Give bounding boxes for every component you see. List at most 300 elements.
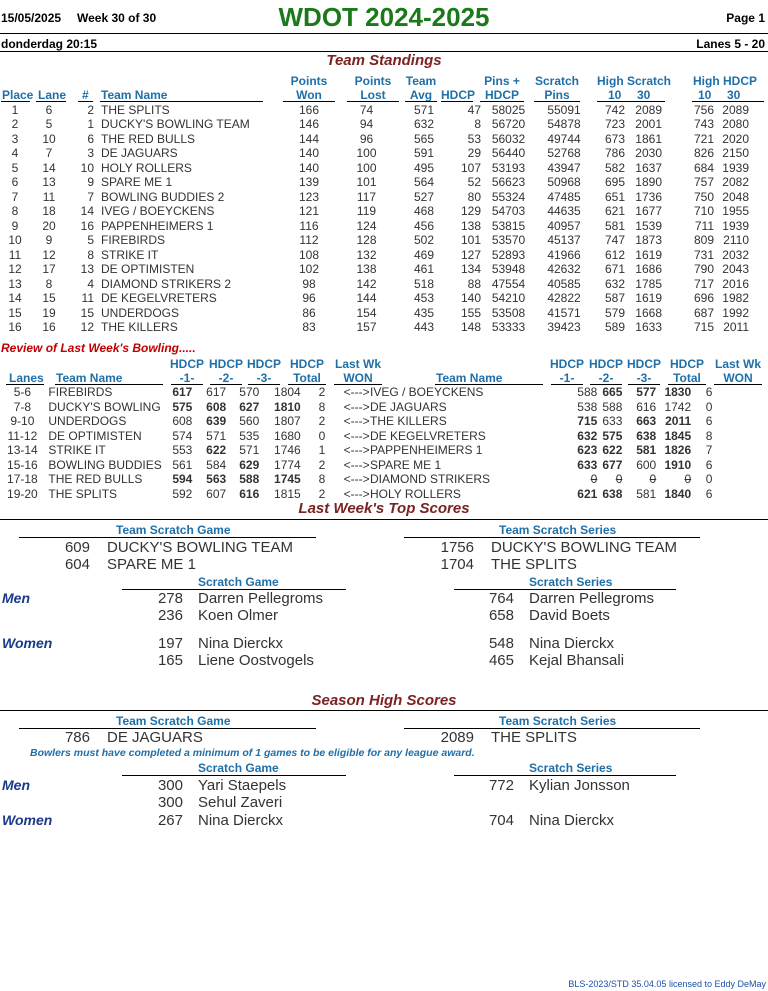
cell-team-avg: 632 (413, 117, 435, 131)
cell-scratch-pins: 40957 (547, 218, 581, 233)
cell-g3-left: 588 (239, 472, 260, 486)
cell-place: 6 (11, 175, 19, 189)
col-high-hdcp-30: 30 (727, 88, 741, 102)
cell-pins-hdcp: 53815 (491, 218, 526, 233)
cell-team-left: UNDERDOGS (48, 414, 127, 428)
cell-won-left: 1 (318, 443, 326, 457)
cell-lanes: 9-10 (10, 414, 35, 428)
cell-vs: <---> (343, 443, 370, 457)
cell-lane: 17 (42, 262, 56, 276)
report-date: 15/05/2025 (1, 11, 62, 25)
cell-points-won: 144 (298, 131, 320, 146)
cell-high-scratch-30: 1686 (635, 262, 662, 276)
cell-g1-left: 592 (172, 486, 193, 501)
standings-table (0, 103, 749, 335)
cell-high-scratch-30: 1637 (635, 160, 662, 175)
cell-place: 2 (11, 117, 19, 131)
lw-team-game-name-2: SPARE ME 1 (107, 556, 196, 573)
season-team-series-name: THE SPLITS (491, 729, 577, 746)
cell-points-lost: 117 (356, 189, 377, 204)
lw-team-series-label: Team Scratch Series (499, 523, 617, 537)
cell-lane: 8 (45, 276, 53, 291)
cell-lanes: 5-6 (13, 385, 32, 399)
cell-total-left: 1815 (274, 486, 301, 501)
season-team-game-name: DE JAGUARS (107, 729, 203, 746)
standings-row (0, 277, 749, 292)
cell-team-number: 14 (80, 204, 94, 218)
cell-g1-left: 575 (172, 399, 193, 414)
rev-col-g1-left: HDCP -1- (170, 357, 205, 385)
lw-men-game-name-2: Koen Olmer (198, 607, 279, 624)
review-table (0, 385, 768, 501)
lw-men-series-score-1: 764 (488, 590, 514, 607)
cell-points-won: 121 (298, 204, 320, 218)
cell-g1-right: 633 (577, 457, 598, 472)
cell-team-number: 4 (87, 276, 94, 291)
rev-col-team-right: Team Name (436, 371, 503, 385)
cell-team-avg: 527 (413, 189, 435, 204)
cell-points-lost: 132 (356, 247, 377, 262)
cell-total-left: 1807 (274, 414, 301, 428)
cell-g1-left: 608 (172, 414, 193, 428)
cell-total-right: 1910 (664, 457, 692, 472)
cell-high-scratch-30: 2089 (635, 102, 662, 117)
cell-points-lost: 142 (356, 276, 377, 291)
cell-high-scratch-10: 742 (604, 102, 625, 117)
last-week-rule (0, 519, 768, 520)
cell-g3-right: 581 (636, 443, 657, 457)
cell-pins-hdcp: 55324 (491, 189, 526, 204)
cell-high-hdcp-30: 2016 (722, 276, 749, 291)
lw-team-series-score-1: 1756 (440, 539, 474, 556)
cell-place: 11 (8, 247, 22, 262)
cell-team-number: 13 (80, 262, 94, 276)
rev-col-team-left: Team Name (56, 371, 123, 385)
cell-hdcp: 47 (467, 102, 481, 117)
cell-team-avg: 461 (413, 262, 435, 276)
cell-team-name: THE KILLERS (101, 320, 178, 334)
cell-won-left: 0 (318, 428, 326, 443)
standings-title: Team Standings (326, 52, 442, 69)
cell-high-hdcp-30: 2110 (723, 233, 749, 247)
season-women-series-name-1: Nina Dierckx (529, 812, 615, 829)
cell-high-scratch-10: 612 (604, 247, 625, 262)
cell-points-lost: 74 (359, 102, 374, 117)
cell-team-right: DIAMOND STRIKERS (370, 472, 491, 486)
lw-team-game-score-2: 604 (64, 556, 90, 573)
cell-won-right: 0 (705, 399, 713, 414)
cell-lanes: 7-8 (13, 399, 32, 414)
cell-hdcp: 8 (474, 117, 481, 131)
cell-team-right: THE KILLERS (370, 414, 447, 428)
cell-team-avg: 453 (413, 291, 435, 305)
cell-team-left: STRIKE IT (48, 443, 106, 457)
rev-col-g3-right: HDCP -3- (627, 357, 662, 385)
lw-scratch-game-label: Scratch Game (198, 575, 279, 589)
cell-team-left: DE OPTIMISTEN (48, 428, 142, 443)
col-high-scratch: High Scratch (597, 74, 672, 88)
cell-high-scratch-10: 632 (604, 276, 625, 291)
cell-team-name: BOWLING BUDDIES 2 (101, 189, 225, 204)
cell-high-scratch-30: 1677 (635, 204, 662, 218)
cell-won-right: 8 (705, 428, 713, 443)
cell-team-left: FIREBIRDS (48, 385, 113, 399)
season-men-game-name-2: Sehul Zaveri (198, 794, 283, 811)
cell-spacer (94, 262, 101, 277)
cell-high-scratch-30: 1873 (635, 233, 662, 247)
cell-lane: 16 (42, 320, 56, 334)
cell-vs: <---> (343, 414, 370, 428)
day-time: donderdag 20:15 (1, 37, 98, 51)
cell-team-avg: 456 (413, 218, 435, 233)
cell-high-scratch-10: 579 (604, 305, 625, 320)
cell-won-left: 2 (318, 486, 326, 501)
cell-high-scratch-30: 1619 (635, 291, 662, 305)
cell-place: 9 (11, 218, 19, 233)
cell-hdcp: 52 (467, 175, 481, 189)
col-scratch-pins: Scratch Pins (534, 74, 580, 102)
cell-hdcp: 107 (460, 160, 481, 175)
cell-scratch-pins: 41966 (547, 247, 581, 262)
last-week-title: Last Week's Top Scores (298, 500, 470, 517)
season-scratch-game-label: Scratch Game (198, 761, 279, 775)
cell-high-scratch-30: 1668 (635, 305, 662, 320)
cell-total-left: 1804 (274, 385, 301, 399)
col-high-scratch-10: 10 (608, 88, 622, 102)
cell-vs: <---> (343, 486, 370, 501)
cell-hdcp: 140 (460, 291, 481, 305)
week-label: Week 30 of 30 (77, 11, 157, 25)
cell-team-name: HOLY ROLLERS (101, 160, 192, 175)
cell-spacer (94, 248, 101, 263)
lw-women-game-score-2: 165 (157, 652, 183, 669)
cell-won-right: 7 (705, 443, 713, 457)
cell-lane: 9 (45, 233, 53, 247)
cell-points-won: 98 (302, 276, 316, 291)
season-men-label: Men (2, 777, 30, 793)
cell-team-number: 1 (87, 117, 94, 131)
cell-g3-left: 616 (239, 486, 260, 501)
review-title: Review of Last Week's Bowling..... (1, 341, 196, 355)
cell-g2-right: 0 (615, 472, 623, 486)
col-high-hdcp: High HDCP (693, 74, 757, 88)
cell-g2-right: 575 (602, 428, 623, 443)
lw-team-game-label: Team Scratch Game (116, 523, 231, 537)
cell-g1-right: 715 (577, 414, 598, 428)
cell-g2-left: 563 (206, 472, 227, 486)
rev-col-g2-left: HDCP -2- (209, 357, 244, 385)
cell-g2-right: 588 (602, 399, 623, 414)
cell-place: 10 (8, 233, 22, 247)
rev-col-lanes: Lanes (9, 371, 44, 385)
rev-col-won-left: Last Wk WON (334, 357, 381, 385)
cell-total-right: 1742 (664, 399, 692, 414)
cell-points-won: 102 (298, 262, 320, 276)
cell-vs: <---> (343, 472, 370, 486)
season-women-series-score-1: 704 (488, 812, 514, 829)
cell-team-left: DUCKY'S BOWLING (48, 399, 161, 414)
cell-total-left: 1810 (274, 399, 301, 414)
cell-g3-left: 629 (239, 457, 260, 472)
cell-high-hdcp-10: 717 (693, 276, 714, 291)
cell-points-won: 86 (302, 305, 316, 320)
review-row (0, 472, 768, 487)
cell-pins-hdcp: 47554 (491, 276, 526, 291)
cell-g3-right: 663 (636, 414, 657, 428)
cell-hdcp: 29 (467, 146, 481, 160)
cell-place: 15 (8, 305, 22, 320)
cell-place: 8 (11, 204, 19, 218)
cell-points-lost: 128 (356, 233, 377, 247)
cell-high-hdcp-10: 731 (693, 247, 714, 262)
standings-row (0, 132, 749, 147)
cell-g1-left: 617 (172, 385, 193, 399)
cell-hdcp: 101 (460, 233, 481, 247)
cell-pins-hdcp: 56440 (491, 146, 526, 160)
cell-team-number: 5 (87, 233, 94, 247)
col-num: # (82, 88, 89, 102)
cell-team-left: THE RED BULLS (48, 472, 143, 486)
cell-g1-left: 561 (172, 457, 193, 472)
cell-high-scratch-30: 1736 (635, 189, 662, 204)
cell-team-avg: 571 (413, 102, 435, 117)
cell-team-right: DE KEGELVRETERS (370, 428, 486, 443)
cell-high-hdcp-10: 684 (693, 160, 714, 175)
cell-scratch-pins: 41571 (547, 305, 581, 320)
cell-team-name: DE OPTIMISTEN (101, 262, 195, 276)
cell-g3-right: 577 (636, 385, 657, 399)
cell-high-scratch-10: 581 (604, 218, 625, 233)
cell-high-scratch-10: 671 (604, 262, 625, 276)
cell-team-avg: 502 (413, 233, 435, 247)
cell-won-right: 6 (705, 414, 713, 428)
cell-high-hdcp-30: 2080 (722, 117, 749, 131)
cell-team-name: UNDERDOGS (101, 305, 180, 320)
cell-g3-left: 570 (239, 385, 260, 399)
cell-g2-left: 584 (206, 457, 227, 472)
cell-high-hdcp-10: 757 (693, 175, 714, 189)
cell-points-won: 116 (299, 218, 319, 233)
standings-row (0, 262, 749, 277)
cell-won-right: 6 (705, 457, 713, 472)
col-points-won: Points Won (290, 74, 328, 102)
cell-g2-right: 633 (602, 414, 623, 428)
cell-total-left: 1746 (274, 443, 301, 457)
cell-pins-hdcp: 54703 (491, 204, 526, 218)
cell-total-right: 1826 (664, 443, 692, 457)
cell-g2-left: 571 (206, 428, 227, 443)
cell-won-right: 6 (705, 385, 713, 399)
cell-high-hdcp-10: 715 (693, 320, 714, 334)
season-title: Season High Scores (311, 692, 457, 709)
cell-hdcp: 138 (460, 218, 481, 233)
rev-col-total-right: HDCP Total (669, 357, 704, 385)
page-title: WDOT 2024-2025 (278, 2, 490, 32)
standings-row (0, 233, 749, 248)
cell-points-lost: 100 (356, 146, 377, 160)
cell-points-lost: 144 (356, 291, 377, 305)
season-women-label: Women (2, 812, 53, 828)
cell-high-scratch-30: 1861 (635, 131, 662, 146)
cell-high-hdcp-30: 2082 (722, 175, 749, 189)
cell-team-right: PAPPENHEIMERS 1 (370, 443, 483, 457)
season-men-series-name-1: Kylian Jonsson (529, 777, 630, 794)
col-lane: Lane (38, 88, 67, 102)
cell-lane: 19 (42, 305, 56, 320)
cell-high-hdcp-10: 696 (693, 291, 714, 305)
lw-men-game-name-1: Darren Pellegroms (198, 590, 324, 607)
cell-team-name: THE RED BULLS (101, 131, 196, 146)
season-rule (0, 710, 768, 711)
lw-team-series-score-2: 1704 (440, 556, 474, 573)
license-footer: BLS-2023/STD 35.04.05 licensed to Eddy DeMay (568, 979, 766, 989)
rev-col-total-left: HDCP Total (289, 357, 324, 385)
review-row (0, 400, 768, 415)
cell-high-scratch-30: 1890 (635, 175, 662, 189)
cell-points-lost: 100 (356, 160, 377, 175)
cell-team-number: 6 (87, 131, 94, 146)
lw-men-series-name-2: David Boets (529, 607, 610, 624)
standings-row (0, 320, 749, 335)
cell-points-won: 108 (298, 247, 320, 262)
col-points-lost: Points Lost (354, 74, 392, 102)
cell-points-won: 139 (298, 175, 320, 189)
cell-g3-left: 535 (239, 428, 260, 443)
cell-scratch-pins: 55091 (547, 102, 581, 117)
cell-points-won: 140 (298, 160, 320, 175)
cell-hdcp: 127 (460, 247, 481, 262)
rev-col-g3-left: HDCP -3- (247, 357, 282, 385)
cell-pins-hdcp: 58025 (491, 102, 526, 117)
cell-pins-hdcp: 53508 (491, 305, 526, 320)
cell-place: 14 (8, 291, 22, 305)
cell-scratch-pins: 49744 (547, 131, 581, 146)
cell-high-scratch-30: 1633 (635, 320, 662, 334)
col-high-scratch-30: 30 (637, 88, 651, 102)
cell-pins-hdcp: 53193 (491, 160, 526, 175)
cell-g1-left: 594 (172, 472, 193, 486)
review-row (0, 385, 768, 400)
cell-team-left: THE SPLITS (48, 486, 118, 501)
cell-team-right: SPARE ME 1 (370, 457, 442, 472)
season-scratch-series-label: Scratch Series (529, 761, 613, 775)
lw-men-game-score-1: 278 (157, 590, 183, 607)
cell-high-scratch-10: 589 (604, 320, 625, 334)
lw-women-game-name-2: Liene Oostvogels (198, 652, 314, 669)
cell-lanes: 15-16 (7, 457, 38, 472)
cell-lane: 7 (45, 146, 53, 160)
cell-high-scratch-30: 1785 (635, 276, 662, 291)
cell-team-name: DIAMOND STRIKERS 2 (101, 276, 232, 291)
rev-col-g2-right: HDCP -2- (589, 357, 624, 385)
cell-team-number: 8 (87, 247, 94, 262)
eligibility-note: Bowlers must have completed a minimum of 1 games to be eligible for any league award. (30, 747, 475, 759)
cell-high-hdcp-10: 721 (693, 131, 714, 146)
cell-high-hdcp-10: 809 (693, 233, 714, 247)
cell-vs: <---> (343, 457, 370, 472)
cell-total-left: 1774 (274, 457, 301, 472)
lw-women-series-score-2: 465 (488, 652, 514, 669)
cell-scratch-pins: 40585 (547, 276, 581, 291)
cell-team-name: FIREBIRDS (101, 233, 166, 247)
cell-points-lost: 94 (359, 117, 374, 131)
cell-team-right: IVEG / BOEYCKENS (370, 385, 484, 399)
cell-high-hdcp-30: 1982 (722, 291, 749, 305)
cell-won-left: 2 (318, 414, 326, 428)
cell-points-lost: 138 (356, 262, 377, 276)
cell-g2-left: 607 (206, 486, 227, 501)
cell-team-avg: 591 (413, 146, 435, 160)
lw-women-series-name-1: Nina Dierckx (529, 635, 615, 652)
cell-place: 7 (11, 189, 19, 204)
cell-points-won: 123 (298, 189, 320, 204)
cell-lane: 18 (42, 204, 56, 218)
cell-pins-hdcp: 53948 (491, 262, 526, 276)
cell-scratch-pins: 47485 (547, 189, 581, 204)
cell-high-scratch-10: 723 (604, 117, 625, 131)
cell-g3-left: 571 (239, 443, 260, 457)
cell-place: 13 (8, 276, 22, 291)
cell-hdcp: 88 (467, 276, 481, 291)
cell-g2-left: 617 (206, 385, 227, 399)
cell-high-hdcp-10: 710 (693, 204, 714, 218)
cell-spacer (94, 204, 101, 219)
lw-men-series-name-1: Darren Pellegroms (529, 590, 655, 607)
cell-points-lost: 101 (356, 175, 377, 189)
cell-spacer (94, 277, 101, 292)
cell-g3-left: 627 (239, 399, 260, 414)
standings-row (0, 117, 749, 132)
cell-high-hdcp-10: 743 (693, 117, 714, 131)
cell-high-hdcp-30: 1939 (722, 218, 749, 233)
standings-row (0, 306, 749, 321)
cell-g2-left: 639 (206, 414, 227, 428)
review-row (0, 487, 768, 502)
cell-scratch-pins: 43947 (547, 160, 581, 175)
cell-points-lost: 154 (356, 305, 377, 320)
cell-pins-hdcp: 56032 (491, 131, 526, 146)
cell-high-hdcp-10: 790 (693, 262, 714, 276)
cell-g2-right: 638 (602, 486, 623, 501)
cell-high-hdcp-30: 2150 (722, 146, 749, 160)
cell-won-left: 8 (318, 472, 326, 486)
cell-g2-left: 622 (206, 443, 227, 457)
cell-lane: 10 (42, 131, 56, 146)
cell-high-hdcp-30: 2089 (722, 102, 749, 117)
cell-spacer (94, 117, 101, 132)
cell-g2-right: 622 (602, 443, 623, 457)
cell-spacer (94, 306, 101, 321)
review-row (0, 443, 768, 458)
cell-high-hdcp-10: 826 (693, 146, 714, 160)
cell-points-won: 83 (302, 320, 316, 334)
review-row (0, 429, 768, 444)
cell-lanes: 13-14 (7, 443, 38, 457)
cell-points-lost: 157 (356, 320, 377, 334)
review-row (0, 414, 768, 429)
cell-team-number: 7 (87, 189, 94, 204)
cell-points-lost: 96 (359, 131, 374, 146)
cell-g3-left: 560 (239, 414, 260, 428)
cell-high-scratch-30: 2001 (635, 117, 662, 131)
standings-row (0, 291, 749, 306)
cell-total-right: 1830 (664, 385, 692, 399)
season-team-game-label: Team Scratch Game (116, 714, 231, 728)
cell-spacer (94, 146, 101, 161)
lw-women-series-name-2: Kejal Bhansali (529, 652, 625, 669)
cell-pins-hdcp: 56623 (491, 175, 526, 189)
cell-hdcp: 53 (467, 131, 481, 146)
